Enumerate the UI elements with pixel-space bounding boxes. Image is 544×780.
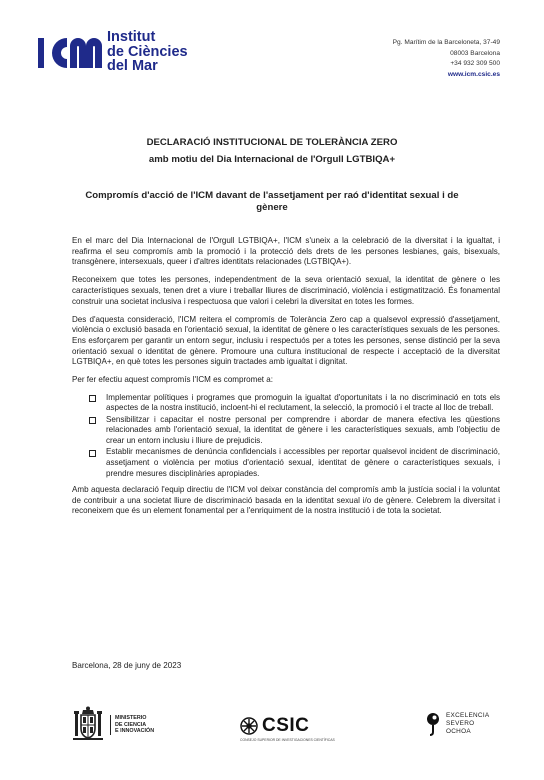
ministry-line-2: DE CIENCIA <box>115 721 147 728</box>
csic-wordmark: CSIC <box>262 715 310 736</box>
so-line-1: EXCELENCIA <box>446 712 490 719</box>
ministry-line-3: E INNOVACIÓN <box>115 728 155 735</box>
commitment-text: Establir mecanismes de denúncia confidencials i accessibles per reportar qualsevol incident de discriminació, assetjament o violència per motius d'orientació sexual, identitat de gènere o característiques sexuals, i prendre mesures disciplinàries apropiades. <box>106 447 500 478</box>
ministry-logo <box>72 706 154 744</box>
list-item <box>106 415 500 447</box>
csic-logo <box>240 716 335 742</box>
csic-subtitle: CONSEJO SUPERIOR DE INVESTIGACIONES CIENTÍFICAS <box>240 738 335 742</box>
list-item <box>106 447 500 479</box>
address-block <box>393 38 500 80</box>
so-line-3: OCHOA <box>446 728 471 735</box>
icm-logo <box>38 29 188 78</box>
spain-crest-icon <box>72 706 104 744</box>
checkbox-bullet-icon <box>89 417 96 424</box>
commitment-text: Implementar polítiques i programes que promoguin la igualtat d'oportunitats i la no discriminació en tots els aspectes de la nostra institució, incloent-hi el reclutament, la selecció, la promoció i el tracte al lloc de treball. <box>106 392 500 413</box>
icm-logo-mark <box>38 38 102 68</box>
document-subtitle: Compromís d'acció de l'ICM davant de l'assetjament per raó d'identitat sexual i de gènere <box>85 190 459 213</box>
checkbox-bullet-icon <box>89 395 96 402</box>
address-city: 08003 Barcelona <box>450 49 500 57</box>
document-body <box>72 236 500 525</box>
logo-line-1: Institut <box>107 29 156 45</box>
severo-ochoa-emblem-icon <box>426 712 440 736</box>
list-item <box>106 393 500 414</box>
csic-emblem-icon <box>240 717 258 735</box>
icm-logo-text <box>107 30 188 74</box>
address-street: Pg. Marítim de la Barceloneta, 37-49 <box>392 39 500 46</box>
ministry-name <box>110 715 154 735</box>
paragraph-recognition: Reconeixem que totes les persones, independentment de la seva orientació sexual, la identitat de gènere o les característiques sexuals, tenen dret a viure i treballar lliures de discriminació, violència i estigmatització. És fonamental construir una societat inclusiva i respectuosa que valori i celebri la diversitat en totes les formes. <box>72 275 500 306</box>
document-title-line-2: amb motiu del Dia Internacional de l'Orgull LGTBIQA+ <box>148 154 396 165</box>
checkbox-bullet-icon <box>89 450 96 457</box>
website-link[interactable]: www.icm.csic.es <box>447 70 500 78</box>
paragraph-closing: Amb aquesta declaració l'equip directiu de l'ICM vol deixar constància del compromís amb la justícia social i la voluntat de contribuir a una societat lliure de discriminació basada en la identitat sexual i/o de gènere. Celebrem la diversitat i reconeixem que és un element fonamental per a l'enriquiment de la nostra institució i de tota la societat. <box>72 485 500 516</box>
logo-line-3: del Mar <box>107 58 158 74</box>
commitments-list <box>72 393 500 480</box>
address-phone: +34 932 309 500 <box>450 60 500 67</box>
document-date: Barcelona, 28 de juny de 2023 <box>72 661 182 670</box>
so-line-2: SEVERO <box>446 720 475 727</box>
paragraph-zero-tolerance: Des d'aquesta consideració, l'ICM reitera el compromís de Tolerància Zero cap a qualsevol expressió d'assetjament, violència o exclusió basada en l'orientació sexual, la identitat de gènere o les característiques sexuals de les persones. Ens esforçarem per garantir un entorn segur, inclusiu i respectuós per a totes les persones, sense distinció per la seva orientació sexual o identitat de gènere. Promoure una cultura institucional de respecte i acceptació de la diversitat LGTBIQA+, en què totes les persones siguin tractades amb igualtat i dignitat. <box>72 314 500 367</box>
paragraph-intro: En el marc del Dia Internacional de l'Orgull LGTBIQA+, l'ICM s'uneix a la celebració de la diversitat i la igualtat, i reafirma el seu compromís amb la promoció i la protecció dels drets de les persones lesbianes, gais, bisexuals, transgènere, intersexuals, queer i d'altres identitats relacionades (LGTBIQA+). <box>72 236 500 267</box>
paragraph-commitment-intro: Per fer efectiu aquest compromís l'ICM es compromet a: <box>72 375 273 385</box>
commitment-text: Sensibilitzar i capacitar el nostre personal per comprendre i abordar de manera efectiva les qüestions relacionades amb l'orientació sexual, la identitat de gènere i les característiques sexuals, amb l'objectiu de crear un entorn inclusiu i lliure de prejudicis. <box>106 414 500 445</box>
ministry-line-1: MINISTERIO <box>115 715 147 722</box>
document-title: DECLARACIÓ INSTITUCIONAL DE TOLERÀNCIA ZERO <box>146 137 398 148</box>
severo-ochoa-logo <box>426 712 490 736</box>
severo-ochoa-text <box>446 712 490 736</box>
logo-line-2: de Ciències <box>107 43 188 60</box>
